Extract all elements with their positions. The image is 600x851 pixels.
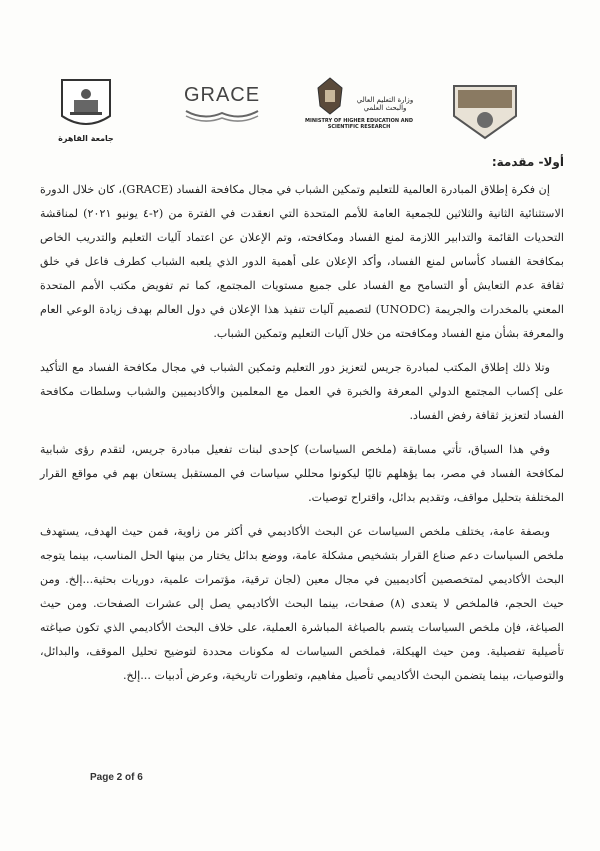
open-book-icon <box>178 107 266 125</box>
paragraph: إن فكرة إطلاق المبادرة العالمية للتعليم وتمكين الشباب في مجال مكافحة الفساد (GRACE)، كان خلال الدورة الاستثنائية الثانية والثلاثين للجمعية العامة للأمم المتحدة التي انعقدت في الفترة من (٢-٤ يونيو ٢٠٢١) لمناقشة التحديات القائمة والتدابير اللازمة لمنع الفساد ومكافحته، وتم الإعلان عن اعتماد آليات التعليم والتدريب الخاص بمكافحة الفساد كأساس لمنع الفساد، وأكد الإعلان على أهمية الدور الذي يلعبه الشباب كطرف فاعل في خلق ثقافة عدم التعايش أو التسامح مع الفساد على جميع مستويات المجتمع، كما تم تفويض مكتب الأمم المتحدة المعني بالمخدرات والجريمة (UNODC) لتصميم آليات تنفيذ هذا الإعلان في دول العالم بهدف زيادة الوعي العام والمعرفة بشأن منع الفساد ومكافحته من خلال آليات التعليم وتمكين الشباب. <box>40 183 565 340</box>
ministry-arabic-label: وزارة التعليم العالي والبحث العلمي <box>356 96 414 112</box>
section-heading: أولا- مقدمة: <box>491 155 564 169</box>
academy-emblem-icon <box>444 76 526 142</box>
grace-label: GRACE <box>183 84 261 106</box>
cairo-university-label: جامعة القاهرة <box>58 134 114 143</box>
ministry-logo <box>298 72 420 144</box>
ministry-english-label: MINISTRY OF HIGHER EDUCATION AND SCIENTIFIC RESEARCH <box>304 118 413 130</box>
paragraph: وتلا ذلك إطلاق المكتب لمبادرة جريس لتعزيز دور التعليم وتمكين الشباب في مجال مكافحة الفساد مع التأكيد على إكساب المجتمع الدولي المعرفة والخبرة في العمل مع المعلمين والأكاديميين والشباب وسلطات مكافحة الفساد لتعزيز ثقافة رفض الفساد. <box>40 361 564 422</box>
logo-row <box>50 72 550 152</box>
academy-logo <box>444 76 526 142</box>
cairo-university-logo <box>56 76 116 148</box>
page-number: Page 2 of 6 <box>90 772 143 783</box>
grace-logo <box>178 84 266 128</box>
paragraph: وبصفة عامة، يختلف ملخص السياسات عن البحث الأكاديمي في أكثر من زاوية، فمن حيث الهدف، يستهدف ملخص السياسات دعم صناع القرار بتشخيص مشكلة عامة، ووضع بدائل يختار من بينها الحل المناسب، بينما يتوجه البحث الأكاديمي لمتخصصين أكاديميين في مجال معين (لجان ترقية، مؤتمرات علمية، دوريات بحثية...إلخ. ومن حيث الحجم، فالملخص لا يتعدى (٨) صفحات، بينما البحث الأكاديمي يصل إلى عشرات الصفحات. ومن حيث الصياغة، فإن ملخص السياسات يتسم بالصياغة المباشرة العملية، على خلاف البحث الأكاديمي الذي تكون صياغته تأصيلية تفصيلية. ومن حيث الهيكلة، فملخص السياسات له مكونات محددة لتوضيح تحليل الموقف، والبدائل، والتوصيات، بينما يتضمن البحث الأكاديمي تأصيل مفاهيم، وتطورات تاريخية، وعرض أدبيات ...إلخ. <box>40 525 564 682</box>
main-content <box>40 150 564 698</box>
paragraph: وفي هذا السياق، تأتي مسابقة (ملخص السياسات) كإحدى لبنات تفعيل مبادرة جريس، لتقدم رؤى شبابية لمكافحة الفساد في مصر، بما يؤهلهم تاليًا ليكونوا محللي سياسات في المستقبل يستعان بهم في مواقع القرار المختلفة بتحليل مواقف، وتقديم بدائل، واقتراح توصيات. <box>40 443 564 504</box>
eagle-emblem-icon <box>312 76 348 116</box>
